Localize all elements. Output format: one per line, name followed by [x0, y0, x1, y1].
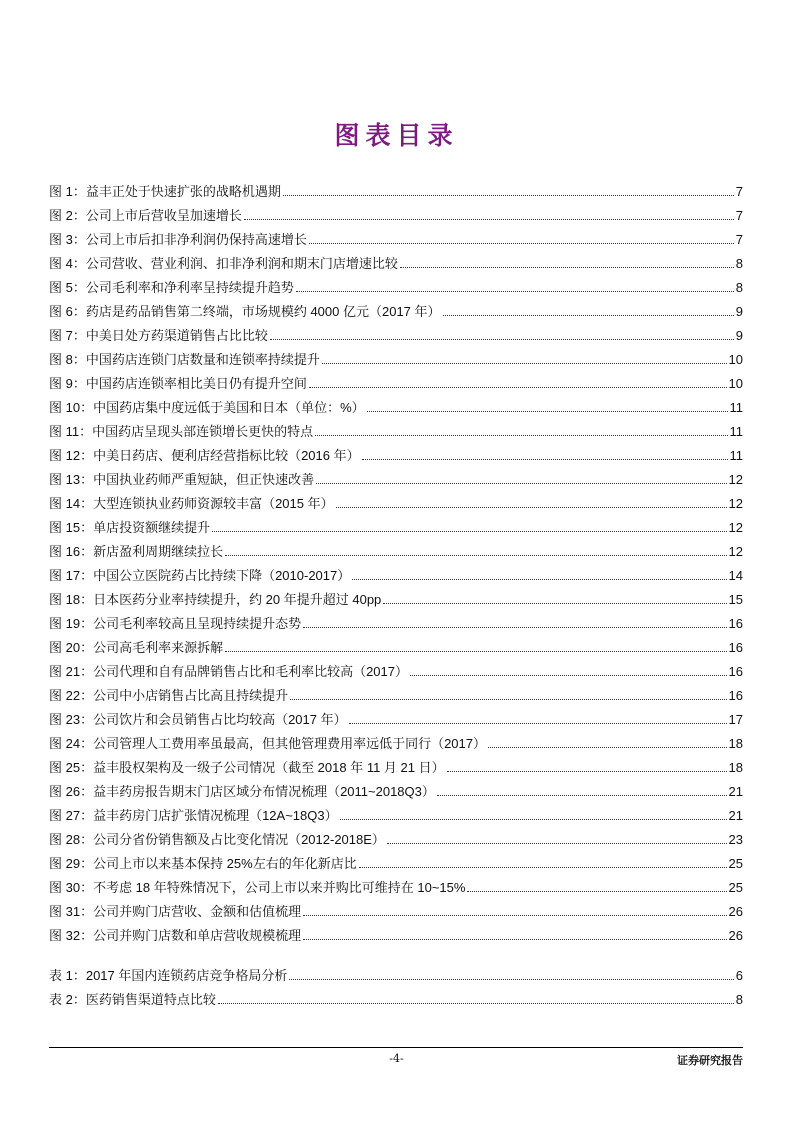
- figure-toc-entry[interactable]: [49, 776, 743, 800]
- figure-toc-entry[interactable]: [49, 248, 743, 272]
- dot-leader: [359, 867, 727, 868]
- entry-title: 图 30：不考虑 18 年特殊情况下，公司上市以来并购比可维持在 10~15%: [49, 880, 466, 895]
- entry-title: 图 21：公司代理和自有品牌销售占比和毛利率比较高（2017）: [49, 664, 408, 679]
- figure-toc-entry[interactable]: [49, 656, 743, 680]
- entry-page-number: 11: [729, 400, 743, 415]
- figure-toc-entry[interactable]: [49, 320, 743, 344]
- entry-page-number: 9: [735, 328, 743, 343]
- figure-toc-entry[interactable]: [49, 296, 743, 320]
- figure-toc-entry[interactable]: [49, 488, 743, 512]
- entry-page-number: 16: [728, 688, 743, 703]
- figure-toc-entry[interactable]: [49, 752, 743, 776]
- entry-page-number: 16: [728, 664, 743, 679]
- dot-leader: [367, 411, 728, 412]
- entry-page-number: 25: [728, 880, 743, 895]
- entry-title: 图 23：公司饮片和会员销售占比均较高（2017 年）: [49, 712, 347, 727]
- entry-page-number: 7: [735, 184, 743, 199]
- entry-page-number: 26: [728, 928, 743, 943]
- entry-title: 图 24：公司管理人工费用率虽最高，但其他管理费用率远低于同行（2017）: [49, 736, 486, 751]
- figure-toc-entry[interactable]: [49, 344, 743, 368]
- entry-page-number: 15: [728, 592, 743, 607]
- figure-toc-entry[interactable]: [49, 872, 743, 896]
- dot-leader: [437, 795, 727, 796]
- entry-title: 图 17：中国公立医院药占比持续下降（2010-2017）: [49, 568, 351, 583]
- table-toc-entry[interactable]: [49, 960, 743, 984]
- dot-leader: [336, 507, 727, 508]
- entry-title: 图 27：益丰药房门店扩张情况梳理（12A~18Q3）: [49, 808, 338, 823]
- entry-page-number: 10: [728, 376, 743, 391]
- figure-toc-entry[interactable]: [49, 368, 743, 392]
- dot-leader: [352, 579, 726, 580]
- entry-title: 图 19：公司毛利率较高且呈现持续提升态势: [49, 616, 302, 631]
- dot-leader: [212, 531, 726, 532]
- dot-leader: [349, 723, 727, 724]
- entry-page-number: 10: [728, 352, 743, 367]
- figure-toc-entry[interactable]: [49, 608, 743, 632]
- dot-leader: [467, 891, 726, 892]
- figure-toc-entry[interactable]: [49, 224, 743, 248]
- dot-leader: [283, 195, 734, 196]
- dot-leader: [447, 771, 727, 772]
- figure-toc-entry[interactable]: [49, 728, 743, 752]
- figure-toc-entry[interactable]: [49, 512, 743, 536]
- figure-toc-entry[interactable]: [49, 896, 743, 920]
- entry-title: 图 28：公司分省份销售额及占比变化情况（2012-2018E）: [49, 832, 385, 847]
- entry-title: 图 31：公司并购门店营收、金额和估值梳理: [49, 904, 302, 919]
- figure-toc-entry[interactable]: [49, 584, 743, 608]
- entry-page-number: 12: [728, 472, 743, 487]
- entry-title: 图 7：中美日处方药渠道销售占比比较: [49, 328, 268, 343]
- entry-title: 图 8：中国药店连锁门店数量和连锁率持续提升: [49, 352, 320, 367]
- dot-leader: [340, 819, 727, 820]
- entry-title: 图 20：公司高毛利率来源拆解: [49, 640, 224, 655]
- dot-leader: [387, 843, 727, 844]
- entry-page-number: 12: [728, 496, 743, 511]
- entry-page-number: 12: [728, 520, 743, 535]
- dot-leader: [488, 747, 727, 748]
- entry-page-number: 7: [735, 232, 743, 247]
- dot-leader: [316, 483, 726, 484]
- figure-toc-entry[interactable]: [49, 800, 743, 824]
- figure-toc-entry[interactable]: [49, 632, 743, 656]
- dot-leader: [400, 267, 734, 268]
- entry-title: 图 1：益丰正处于快速扩张的战略机遇期: [49, 184, 281, 199]
- entry-page-number: 17: [728, 712, 743, 727]
- figure-toc-entry[interactable]: [49, 176, 743, 200]
- figure-toc-entry[interactable]: [49, 416, 743, 440]
- dot-leader: [225, 651, 726, 652]
- entry-page-number: 23: [728, 832, 743, 847]
- entry-page-number: 14: [728, 568, 743, 583]
- page-number: -4-: [389, 1052, 404, 1065]
- figure-toc-entry[interactable]: [49, 704, 743, 728]
- entry-title: 表 2：医药销售渠道特点比较: [49, 992, 216, 1007]
- entry-title: 图 5：公司毛利率和净利率呈持续提升趋势: [49, 280, 294, 295]
- entry-title: 图 25：益丰股权架构及一级子公司情况（截至 2018 年 11 月 21 日）: [49, 760, 445, 775]
- entry-title: 图 10：中国药店集中度远低于美国和日本（单位：%）: [49, 400, 365, 415]
- figure-toc-entry[interactable]: [49, 848, 743, 872]
- entry-title: 图 11：中国药店呈现头部连锁增长更快的特点: [49, 424, 314, 439]
- entry-title: 图 2：公司上市后营收呈加速增长: [49, 208, 242, 223]
- page-title: 图表目录: [334, 121, 459, 150]
- dot-leader: [410, 675, 727, 676]
- dot-leader: [303, 939, 726, 940]
- entry-title: 图 3：公司上市后扣非净利润仍保持高速增长: [49, 232, 307, 247]
- dot-leader: [218, 1003, 734, 1004]
- entry-page-number: 26: [728, 904, 743, 919]
- figure-toc-entry[interactable]: [49, 200, 743, 224]
- figure-toc-entry[interactable]: [49, 920, 743, 944]
- dot-leader: [309, 243, 734, 244]
- dot-leader: [290, 699, 726, 700]
- figure-index-list: [49, 176, 743, 944]
- figure-toc-entry[interactable]: [49, 824, 743, 848]
- entry-title: 图 13：中国执业药师严重短缺，但正快速改善: [49, 472, 315, 487]
- entry-title: 图 18：日本医药分业率持续提升，约 20 年提升超过 40pp: [49, 592, 382, 607]
- table-index-list: [49, 960, 743, 1008]
- dot-leader: [296, 291, 734, 292]
- figure-toc-entry[interactable]: [49, 680, 743, 704]
- entry-title: 图 32：公司并购门店数和单店营收规模梳理: [49, 928, 302, 943]
- entry-title: 图 16：新店盈利周期继续拉长: [49, 544, 224, 559]
- dot-leader: [315, 435, 727, 436]
- entry-page-number: 6: [735, 968, 743, 983]
- entry-page-number: 8: [735, 256, 743, 271]
- entry-title: 图 9：中国药店连锁率相比美日仍有提升空间: [49, 376, 307, 391]
- figure-toc-entry[interactable]: [49, 272, 743, 296]
- entry-page-number: 11: [729, 448, 743, 463]
- table-toc-entry[interactable]: [49, 984, 743, 1008]
- entry-page-number: 11: [729, 424, 743, 439]
- entry-title: 图 4：公司营收、营业利润、扣非净利润和期末门店增速比较: [49, 256, 398, 271]
- dot-leader: [443, 315, 734, 316]
- entry-page-number: 21: [728, 808, 743, 823]
- dot-leader: [244, 219, 734, 220]
- dot-leader: [303, 915, 726, 916]
- entry-title: 表 1：2017 年国内连锁药店竞争格局分析: [49, 968, 288, 983]
- entry-page-number: 8: [735, 992, 743, 1007]
- entry-page-number: 25: [728, 856, 743, 871]
- entry-page-number: 18: [728, 760, 743, 775]
- entry-title: 图 12：中美日药店、便利店经营指标比较（2016 年）: [49, 448, 360, 463]
- figure-toc-entry[interactable]: [49, 392, 743, 416]
- figure-toc-entry[interactable]: [49, 440, 743, 464]
- footer-divider: [49, 1047, 743, 1048]
- dot-leader: [309, 387, 727, 388]
- entry-title: 图 26：益丰药房报告期末门店区域分布情况梳理（2011~2018Q3）: [49, 784, 435, 799]
- dot-leader: [383, 603, 726, 604]
- dot-leader: [270, 339, 734, 340]
- figure-toc-entry[interactable]: [49, 536, 743, 560]
- dot-leader: [225, 555, 726, 556]
- dot-leader: [289, 979, 733, 980]
- dot-leader: [322, 363, 727, 364]
- entry-page-number: 16: [728, 616, 743, 631]
- entry-title: 图 6：药店是药品销售第二终端，市场规模约 4000 亿元（2017 年）: [49, 304, 441, 319]
- figure-toc-entry[interactable]: [49, 464, 743, 488]
- entry-title: 图 22：公司中小店销售占比高且持续提升: [49, 688, 289, 703]
- entry-title: 图 15：单店投资额继续提升: [49, 520, 211, 535]
- entry-page-number: 12: [728, 544, 743, 559]
- entry-page-number: 9: [735, 304, 743, 319]
- dot-leader: [362, 459, 728, 460]
- entry-page-number: 21: [728, 784, 743, 799]
- entry-page-number: 18: [728, 736, 743, 751]
- entry-page-number: 16: [728, 640, 743, 655]
- figure-toc-entry[interactable]: [49, 560, 743, 584]
- entry-title: 图 14：大型连锁执业药师资源较丰富（2015 年）: [49, 496, 334, 511]
- entry-page-number: 7: [735, 208, 743, 223]
- entry-title: 图 29：公司上市以来基本保持 25%左右的年化新店比: [49, 856, 357, 871]
- report-type-label: 证券研究报告: [677, 1054, 743, 1067]
- entry-page-number: 8: [735, 280, 743, 295]
- dot-leader: [303, 627, 726, 628]
